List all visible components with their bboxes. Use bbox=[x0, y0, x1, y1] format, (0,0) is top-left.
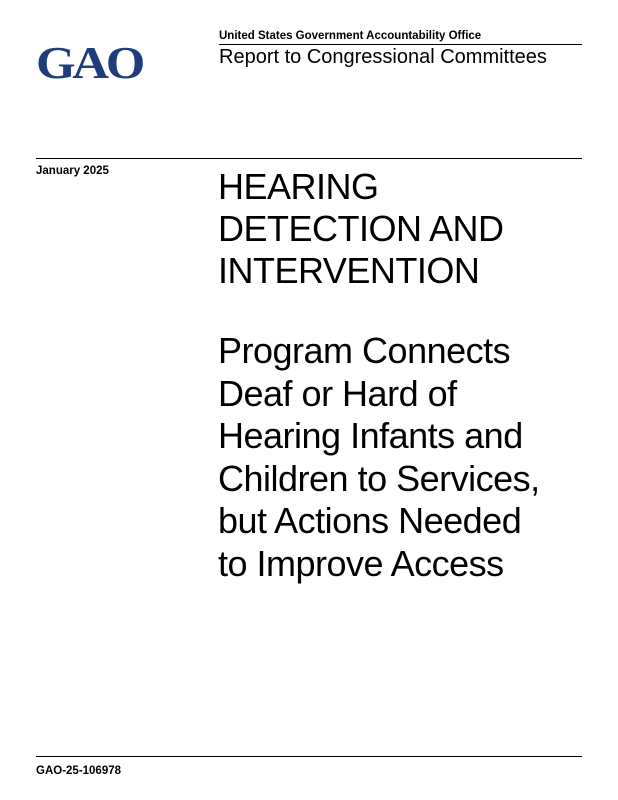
report-subtitle bbox=[218, 330, 588, 585]
title-line: DETECTION AND bbox=[218, 208, 504, 249]
gao-logo-mark bbox=[36, 41, 144, 83]
subtitle-line: but Actions Needed bbox=[218, 500, 522, 541]
gao-logo bbox=[36, 41, 144, 83]
title-line: INTERVENTION bbox=[218, 250, 480, 291]
agency-name: United States Government Accountability Office bbox=[219, 30, 482, 42]
subtitle-line: Children to Services, bbox=[218, 457, 540, 499]
subtitle-line: Hearing Infants and bbox=[218, 415, 523, 456]
gao-logo-text: GAO bbox=[36, 41, 144, 83]
title-line: HEARING bbox=[218, 166, 379, 207]
report-number: GAO-25-106978 bbox=[36, 765, 122, 777]
subtitle-line: to Improve Access bbox=[218, 542, 504, 584]
section-divider bbox=[36, 158, 582, 159]
report-date: January 2025 bbox=[36, 165, 109, 177]
report-title bbox=[218, 166, 588, 292]
subtitle-line: Deaf or Hard of bbox=[218, 372, 457, 414]
report-type: Report to Congressional Committees bbox=[219, 46, 547, 68]
footer-divider bbox=[36, 756, 582, 757]
subtitle-line: Program Connects bbox=[218, 330, 511, 371]
